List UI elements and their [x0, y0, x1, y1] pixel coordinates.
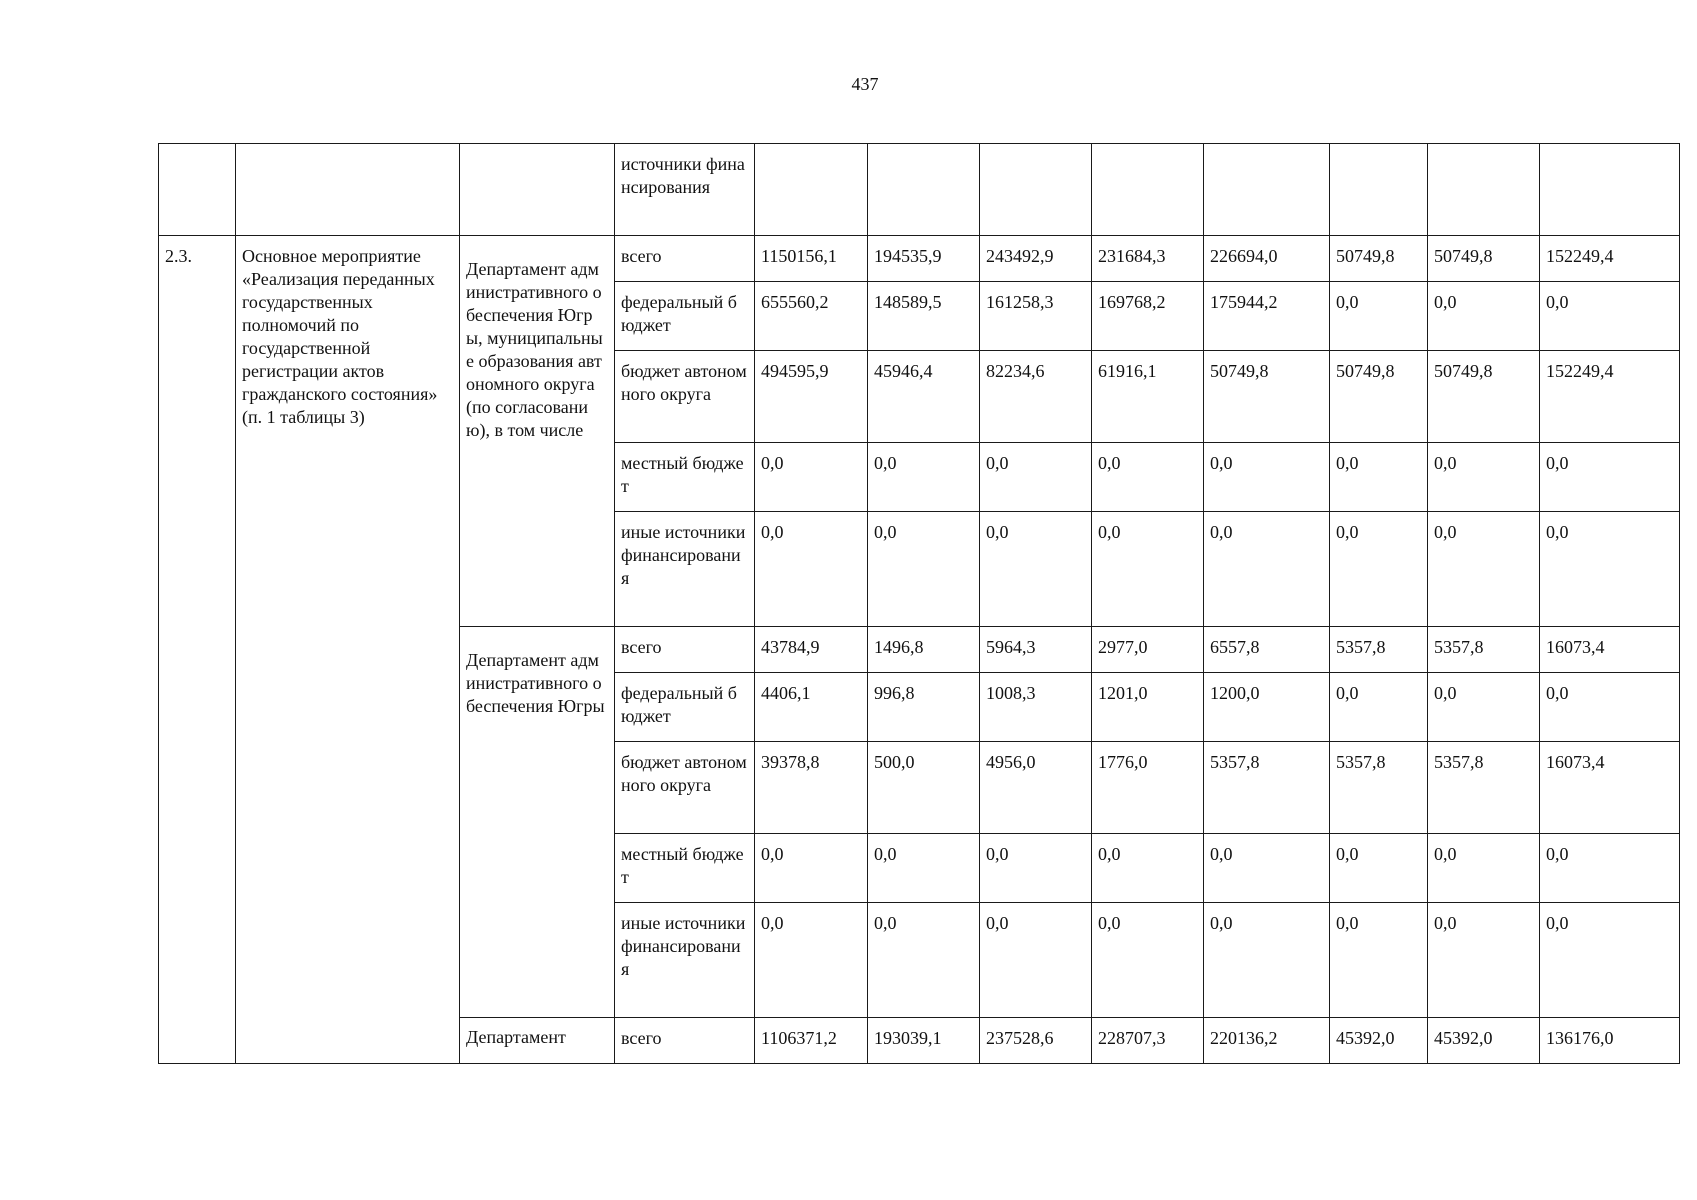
amount-cell: 82234,6	[980, 351, 1092, 443]
cell-source: источники финансирования	[615, 144, 755, 236]
amount-cell: 0,0	[868, 834, 980, 903]
amount-cell: 0,0	[1540, 903, 1680, 1018]
amount-cell: 231684,3	[1092, 236, 1204, 282]
amount-cell: 175944,2	[1204, 282, 1330, 351]
cell-empty	[1204, 144, 1330, 236]
cell-empty	[755, 144, 868, 236]
amount-cell: 45392,0	[1330, 1018, 1428, 1064]
amount-cell: 0,0	[755, 443, 868, 512]
amount-cell: 152249,4	[1540, 236, 1680, 282]
amount-cell: 0,0	[1540, 673, 1680, 742]
amount-cell: 0,0	[1330, 282, 1428, 351]
amount-cell: 0,0	[1540, 443, 1680, 512]
amount-cell: 136176,0	[1540, 1018, 1680, 1064]
amount-cell: 1150156,1	[755, 236, 868, 282]
funding-source: иные источники финансирования	[615, 512, 755, 627]
amount-cell: 5964,3	[980, 627, 1092, 673]
amount-cell: 220136,2	[1204, 1018, 1330, 1064]
amount-cell: 0,0	[1330, 512, 1428, 627]
amount-cell: 50749,8	[1330, 351, 1428, 443]
amount-cell: 161258,3	[980, 282, 1092, 351]
amount-cell: 1776,0	[1092, 742, 1204, 834]
amount-cell: 148589,5	[868, 282, 980, 351]
amount-cell: 5357,8	[1330, 742, 1428, 834]
table-row-continuation	[159, 144, 1680, 236]
amount-cell: 0,0	[980, 443, 1092, 512]
cell-empty	[980, 144, 1092, 236]
funding-source: местный бюджет	[615, 834, 755, 903]
cell-empty	[1540, 144, 1680, 236]
table-row	[159, 236, 1680, 282]
amount-cell: 169768,2	[1092, 282, 1204, 351]
amount-cell: 0,0	[1428, 903, 1540, 1018]
amount-cell: 0,0	[755, 903, 868, 1018]
amount-cell: 494595,9	[755, 351, 868, 443]
amount-cell: 0,0	[868, 443, 980, 512]
financing-table	[158, 143, 1680, 1064]
cell-empty	[159, 144, 236, 236]
amount-cell: 16073,4	[1540, 742, 1680, 834]
responsible-department: Департамент административного обеспечения Югры, муниципальные образования автономного округа (по согласованию), в том числе	[460, 236, 615, 627]
amount-cell: 0,0	[1092, 443, 1204, 512]
amount-cell: 500,0	[868, 742, 980, 834]
amount-cell: 0,0	[980, 903, 1092, 1018]
event-title: Основное мероприятие «Реализация переданных государственных полномочий по государственной регистрации актов гражданского состояния» (п. 1 таблицы 3)	[236, 236, 460, 1064]
amount-cell: 0,0	[1092, 834, 1204, 903]
amount-cell: 4406,1	[755, 673, 868, 742]
amount-cell: 0,0	[1204, 903, 1330, 1018]
cell-empty	[1092, 144, 1204, 236]
event-number: 2.3.	[159, 236, 236, 1064]
funding-source: всего	[615, 627, 755, 673]
amount-cell: 0,0	[1330, 834, 1428, 903]
amount-cell: 996,8	[868, 673, 980, 742]
cell-empty	[1428, 144, 1540, 236]
amount-cell: 228707,3	[1092, 1018, 1204, 1064]
funding-source: федеральный бюджет	[615, 282, 755, 351]
amount-cell: 45946,4	[868, 351, 980, 443]
amount-cell: 1200,0	[1204, 673, 1330, 742]
funding-source: федеральный бюджет	[615, 673, 755, 742]
amount-cell: 1496,8	[868, 627, 980, 673]
amount-cell: 0,0	[1428, 512, 1540, 627]
funding-source: иные источники финансирования	[615, 903, 755, 1018]
amount-cell: 0,0	[868, 512, 980, 627]
funding-source: всего	[615, 236, 755, 282]
amount-cell: 0,0	[755, 512, 868, 627]
amount-cell: 0,0	[1330, 443, 1428, 512]
cell-empty	[236, 144, 460, 236]
amount-cell: 0,0	[1428, 443, 1540, 512]
amount-cell: 194535,9	[868, 236, 980, 282]
amount-cell: 0,0	[1428, 834, 1540, 903]
amount-cell: 0,0	[1330, 673, 1428, 742]
amount-cell: 0,0	[980, 834, 1092, 903]
amount-cell: 0,0	[868, 903, 980, 1018]
amount-cell: 243492,9	[980, 236, 1092, 282]
cell-empty	[868, 144, 980, 236]
page-number: 437	[851, 74, 879, 94]
amount-cell: 0,0	[1092, 512, 1204, 627]
amount-cell: 0,0	[1540, 834, 1680, 903]
amount-cell: 61916,1	[1092, 351, 1204, 443]
amount-cell: 0,0	[980, 512, 1092, 627]
amount-cell: 45392,0	[1428, 1018, 1540, 1064]
funding-source: бюджет автономного округа	[615, 742, 755, 834]
responsible-department: Департамент	[460, 1018, 615, 1064]
amount-cell: 5357,8	[1428, 742, 1540, 834]
amount-cell: 1106371,2	[755, 1018, 868, 1064]
amount-cell: 226694,0	[1204, 236, 1330, 282]
amount-cell: 237528,6	[980, 1018, 1092, 1064]
amount-cell: 152249,4	[1540, 351, 1680, 443]
amount-cell: 0,0	[1428, 282, 1540, 351]
amount-cell: 5357,8	[1330, 627, 1428, 673]
cell-empty	[1330, 144, 1428, 236]
amount-cell: 0,0	[1204, 834, 1330, 903]
amount-cell: 50749,8	[1428, 351, 1540, 443]
funding-source: бюджет автономного округа	[615, 351, 755, 443]
funding-source: местный бюджет	[615, 443, 755, 512]
amount-cell: 1201,0	[1092, 673, 1204, 742]
amount-cell: 4956,0	[980, 742, 1092, 834]
amount-cell: 0,0	[1428, 673, 1540, 742]
amount-cell: 193039,1	[868, 1018, 980, 1064]
amount-cell: 50749,8	[1204, 351, 1330, 443]
amount-cell: 0,0	[1330, 903, 1428, 1018]
amount-cell: 1008,3	[980, 673, 1092, 742]
amount-cell: 0,0	[1204, 512, 1330, 627]
amount-cell: 5357,8	[1428, 627, 1540, 673]
amount-cell: 50749,8	[1428, 236, 1540, 282]
cell-empty	[460, 144, 615, 236]
amount-cell: 655560,2	[755, 282, 868, 351]
amount-cell: 0,0	[1540, 512, 1680, 627]
amount-cell: 0,0	[755, 834, 868, 903]
amount-cell: 2977,0	[1092, 627, 1204, 673]
amount-cell: 43784,9	[755, 627, 868, 673]
amount-cell: 0,0	[1540, 282, 1680, 351]
amount-cell: 0,0	[1204, 443, 1330, 512]
amount-cell: 6557,8	[1204, 627, 1330, 673]
amount-cell: 0,0	[1092, 903, 1204, 1018]
responsible-department: Департамент административного обеспечения Югры	[460, 627, 615, 1018]
amount-cell: 16073,4	[1540, 627, 1680, 673]
amount-cell: 50749,8	[1330, 236, 1428, 282]
amount-cell: 39378,8	[755, 742, 868, 834]
funding-source: всего	[615, 1018, 755, 1064]
amount-cell: 5357,8	[1204, 742, 1330, 834]
